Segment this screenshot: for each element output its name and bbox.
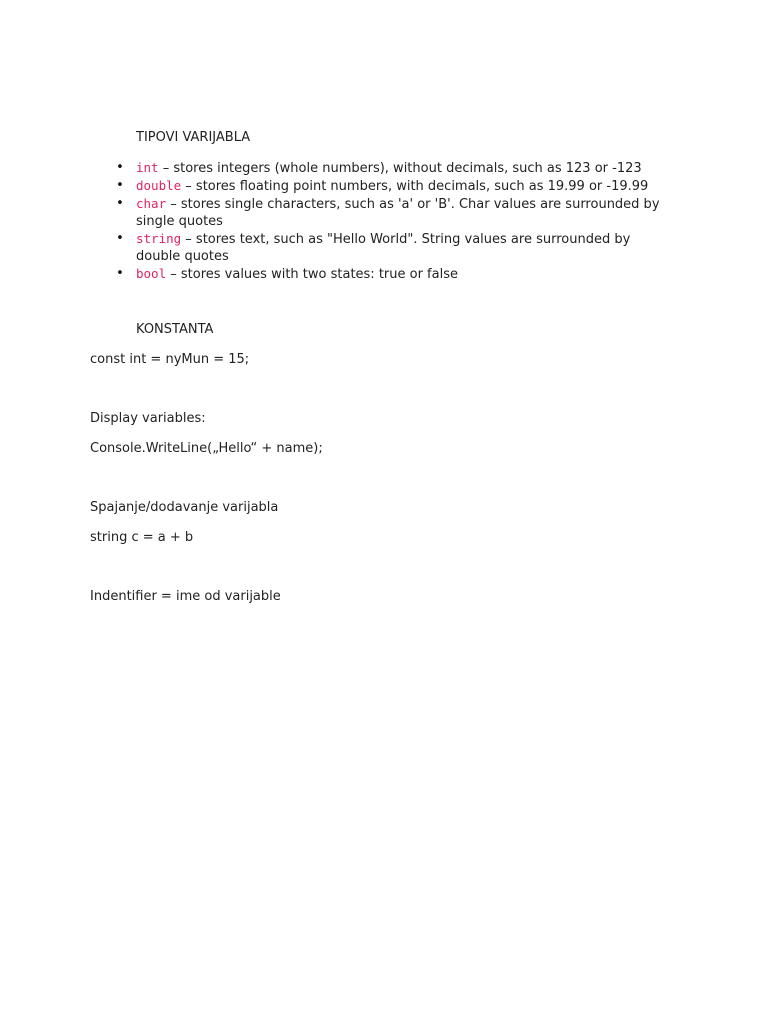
display-label: Display variables:: [90, 411, 206, 426]
description-char: – stores single characters, such as 'a' or 'B'. Char values are surrounded by single quotes: [136, 197, 660, 229]
keyword-double: double: [136, 178, 182, 193]
identifier-line: Indentifier = ime od varijable: [90, 589, 281, 604]
display-code-line: Console.WriteLine(„Hello“ + name);: [90, 441, 323, 456]
list-item-double: [116, 177, 676, 195]
types-heading: TIPOVI VARIJABLA: [136, 130, 251, 145]
description-bool: – stores values with two states: true or false: [166, 267, 458, 282]
constant-code-line: const int = nyMun = 15;: [90, 352, 250, 367]
bullet-icon: •: [116, 231, 124, 246]
bullet-icon: •: [116, 196, 124, 211]
keyword-string: string: [136, 231, 182, 246]
list-item-int: [116, 159, 676, 177]
description-string: – stores text, such as "Hello World". String values are surrounded by double quotes: [136, 232, 631, 264]
concat-label: Spajanje/dodavanje varijabla: [90, 500, 279, 515]
keyword-int: int: [136, 160, 159, 175]
types-list: [116, 159, 676, 283]
bullet-icon: •: [116, 266, 124, 281]
description-int: – stores integers (whole numbers), without decimals, such as 123 or -123: [158, 161, 642, 176]
description-double: – stores floating point numbers, with decimals, such as 19.99 or -19.99: [181, 179, 649, 194]
list-item-char: [116, 195, 676, 230]
concat-code-line: string c = a + b: [90, 530, 194, 545]
list-item-bool: [116, 265, 676, 283]
keyword-char: char: [136, 196, 167, 211]
keyword-bool: bool: [136, 266, 167, 281]
bullet-icon: •: [116, 160, 124, 175]
constant-heading: KONSTANTA: [136, 322, 214, 337]
bullet-icon: •: [116, 178, 124, 193]
list-item-string: [116, 230, 676, 265]
